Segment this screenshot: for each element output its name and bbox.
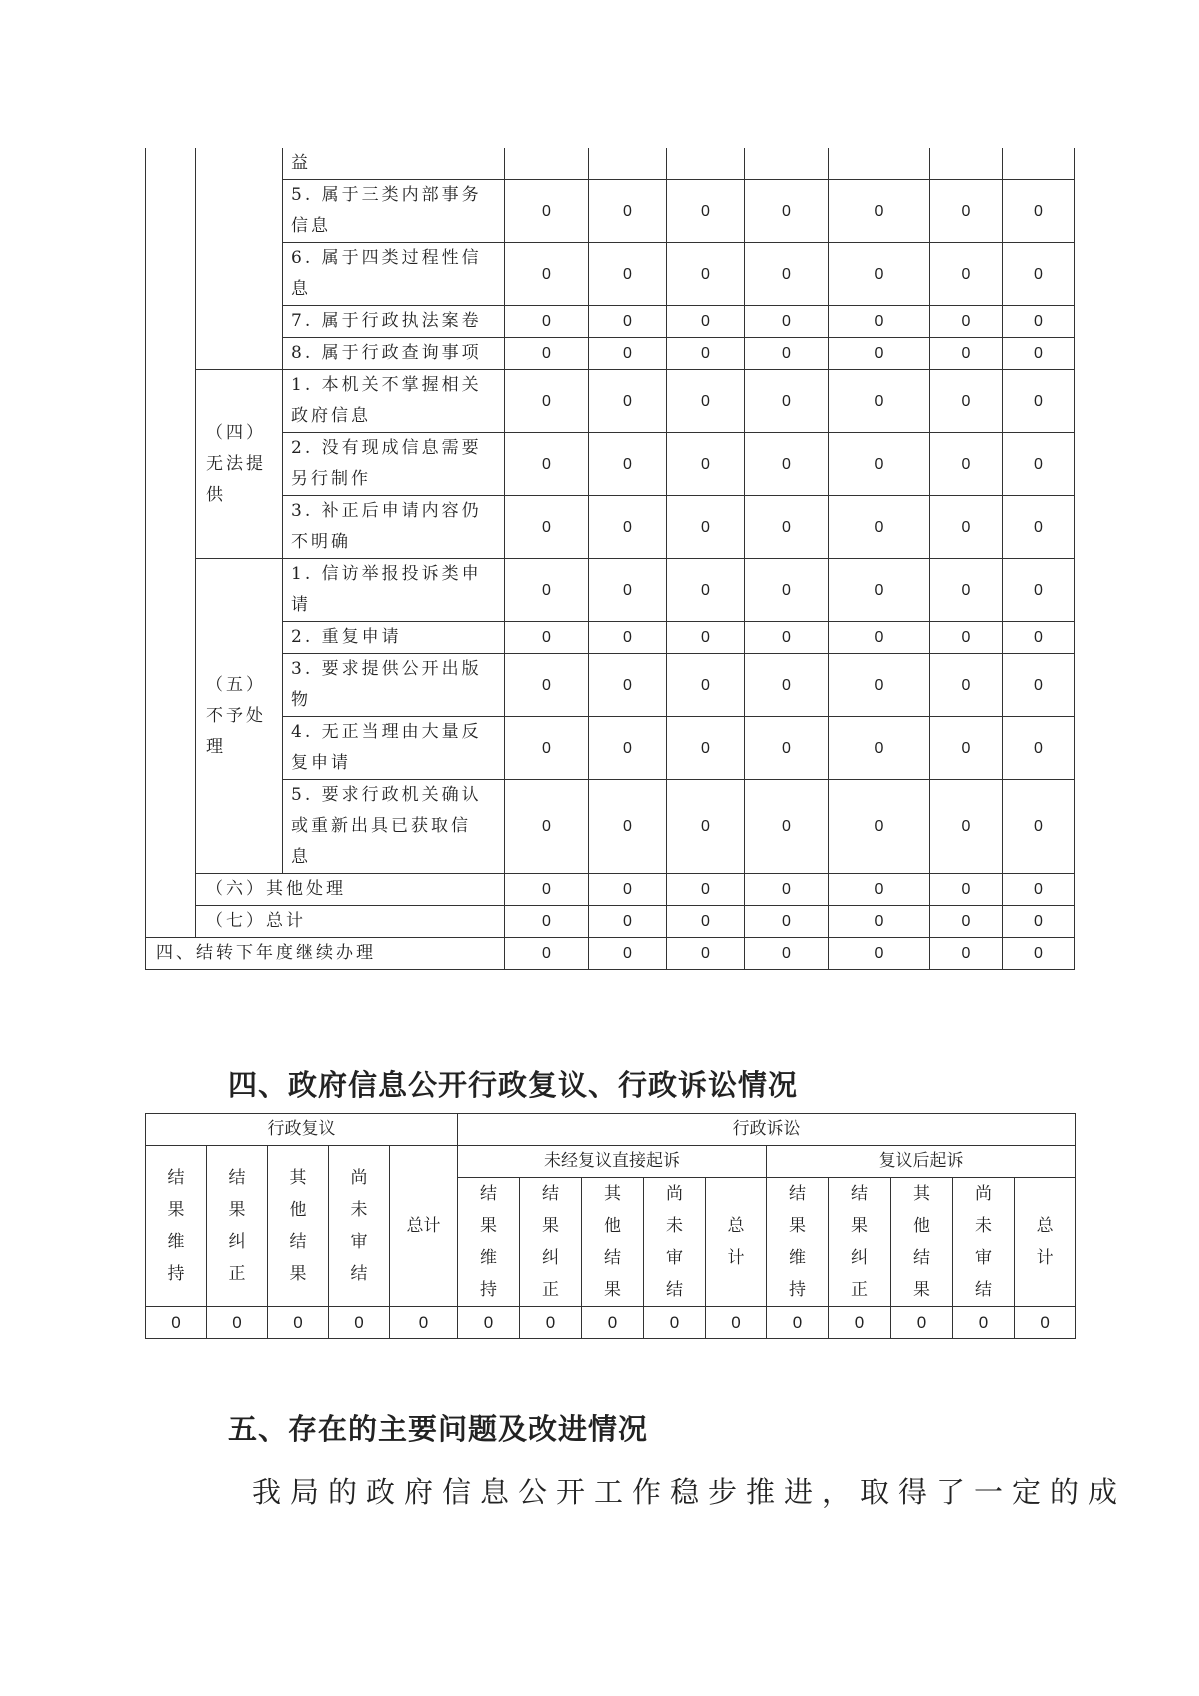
value-cell: 0 <box>589 338 667 370</box>
value-cell: 0 <box>505 654 589 717</box>
value-cell: 0 <box>505 938 589 970</box>
row-label: 5. 要求行政机关确认或重新出具已获取信息 <box>283 780 505 874</box>
value-cell: 0 <box>268 1307 329 1339</box>
value-cell: 0 <box>207 1307 268 1339</box>
value-cell: 0 <box>644 1307 706 1339</box>
value-cell: 0 <box>829 1307 891 1339</box>
value-cell: 0 <box>667 243 745 306</box>
value-cell: 0 <box>745 780 829 874</box>
value-cell: 0 <box>745 243 829 306</box>
row-label: 3. 要求提供公开出版物 <box>283 654 505 717</box>
value-cell: 0 <box>930 938 1003 970</box>
row-label: 6. 属于四类过程性信息 <box>283 243 505 306</box>
section-4-title: 四、政府信息公开行政复议、行政诉讼情况 <box>228 1068 799 1102</box>
value-cell: 0 <box>930 559 1003 622</box>
value-cell: 0 <box>1003 306 1075 338</box>
value-cell: 0 <box>589 180 667 243</box>
group-label: （五）不予处理 <box>196 559 283 874</box>
value-cell: 0 <box>505 622 589 654</box>
value-cell: 0 <box>520 1307 582 1339</box>
value-cell: 0 <box>667 559 745 622</box>
value-cell: 0 <box>667 938 745 970</box>
value-cell: 0 <box>829 433 930 496</box>
row-label: 1. 本机关不掌握相关政府信息 <box>283 370 505 433</box>
value-cell: 0 <box>505 433 589 496</box>
value-cell: 0 <box>667 180 745 243</box>
value-cell: 0 <box>745 559 829 622</box>
value-cell: 0 <box>1003 938 1075 970</box>
value-cell: 0 <box>589 906 667 938</box>
value-cell: 0 <box>1003 780 1075 874</box>
review-header: 行政复议 <box>146 1114 458 1146</box>
litigation-col-header: 结果维持 <box>767 1178 829 1307</box>
review-litigation-table <box>145 1113 1076 1339</box>
value-cell: 0 <box>930 654 1003 717</box>
value-cell: 0 <box>589 622 667 654</box>
value-cell: 0 <box>930 874 1003 906</box>
value-cell: 0 <box>589 654 667 717</box>
value-cell: 0 <box>930 306 1003 338</box>
litigation-col-header: 其他结果 <box>582 1178 644 1307</box>
litigation-col-header: 总计 <box>706 1178 767 1307</box>
value-cell: 0 <box>505 338 589 370</box>
value-cell: 0 <box>667 433 745 496</box>
table-row <box>146 780 1075 874</box>
value-cell: 0 <box>829 780 930 874</box>
table-row <box>146 180 1075 243</box>
value-cell: 0 <box>745 433 829 496</box>
value-cell: 0 <box>829 243 930 306</box>
litigation-col-header: 尚未审结 <box>644 1178 706 1307</box>
value-cell: 0 <box>589 243 667 306</box>
value-cell: 0 <box>667 306 745 338</box>
group-label: （四）无法提供 <box>196 370 283 559</box>
value-cell <box>745 148 829 180</box>
litigation-col-header: 总计 <box>1015 1178 1076 1307</box>
value-cell: 0 <box>745 622 829 654</box>
value-cell: 0 <box>667 496 745 559</box>
value-cell: 0 <box>1003 717 1075 780</box>
value-cell: 0 <box>930 338 1003 370</box>
value-cell: 0 <box>829 938 930 970</box>
value-cell: 0 <box>505 717 589 780</box>
value-cell <box>1003 148 1075 180</box>
value-cell: 0 <box>745 717 829 780</box>
table-row <box>146 370 1075 433</box>
review-col-header: 结果纠正 <box>207 1146 268 1307</box>
table-row <box>146 938 1075 970</box>
row-label: 3. 补正后申请内容仍不明确 <box>283 496 505 559</box>
value-cell: 0 <box>745 306 829 338</box>
value-cell: 0 <box>505 874 589 906</box>
value-cell: 0 <box>1003 433 1075 496</box>
value-cell: 0 <box>667 622 745 654</box>
value-cell: 0 <box>829 654 930 717</box>
value-cell: 0 <box>930 906 1003 938</box>
value-cell: 0 <box>1003 243 1075 306</box>
value-cell: 0 <box>829 622 930 654</box>
value-cell: 0 <box>1003 370 1075 433</box>
value-cell: 0 <box>667 780 745 874</box>
litigation-col-header: 尚未审结 <box>953 1178 1015 1307</box>
row-label: 4. 无正当理由大量反复申请 <box>283 717 505 780</box>
value-cell: 0 <box>829 338 930 370</box>
value-cell: 0 <box>505 906 589 938</box>
value-cell: 0 <box>745 338 829 370</box>
value-cell: 0 <box>1003 180 1075 243</box>
value-cell: 0 <box>1003 622 1075 654</box>
row-label: 2. 重复申请 <box>283 622 505 654</box>
value-cell: 0 <box>767 1307 829 1339</box>
value-cell: 0 <box>891 1307 953 1339</box>
value-cell: 0 <box>930 622 1003 654</box>
value-cell: 0 <box>930 433 1003 496</box>
review-col-header: 尚未审结 <box>329 1146 390 1307</box>
value-cell: 0 <box>505 496 589 559</box>
value-cell: 0 <box>829 306 930 338</box>
table-row <box>146 906 1075 938</box>
value-cell: 0 <box>146 1307 207 1339</box>
value-cell: 0 <box>667 717 745 780</box>
value-cell: 0 <box>505 370 589 433</box>
row-label: 益 <box>283 148 505 180</box>
value-cell: 0 <box>589 874 667 906</box>
value-cell: 0 <box>930 370 1003 433</box>
litigation-col-header: 结果维持 <box>458 1178 520 1307</box>
value-cell: 0 <box>505 243 589 306</box>
value-cell: 0 <box>589 780 667 874</box>
value-cell: 0 <box>329 1307 390 1339</box>
row-label: （六）其他处理 <box>196 874 505 906</box>
value-cell: 0 <box>745 906 829 938</box>
value-cell: 0 <box>667 370 745 433</box>
litigation-col-header: 结果纠正 <box>829 1178 891 1307</box>
table-row <box>146 622 1075 654</box>
value-cell: 0 <box>505 559 589 622</box>
litigation-col-header: 其他结果 <box>891 1178 953 1307</box>
value-cell: 0 <box>667 654 745 717</box>
table-row <box>146 306 1075 338</box>
value-cell: 0 <box>930 496 1003 559</box>
value-cell: 0 <box>505 780 589 874</box>
row-label: 四、结转下年度继续办理 <box>146 938 505 970</box>
table-row <box>146 874 1075 906</box>
review-col-header: 结果维持 <box>146 1146 207 1307</box>
row-label: 5. 属于三类内部事务信息 <box>283 180 505 243</box>
value-cell <box>505 148 589 180</box>
row-label: （七）总计 <box>196 906 505 938</box>
value-cell: 0 <box>589 938 667 970</box>
value-cell: 0 <box>589 496 667 559</box>
value-cell: 0 <box>745 874 829 906</box>
value-cell <box>829 148 930 180</box>
table-row <box>146 559 1075 622</box>
value-cell: 0 <box>829 906 930 938</box>
value-cell <box>930 148 1003 180</box>
value-cell: 0 <box>505 180 589 243</box>
application-handling-table <box>145 148 1075 970</box>
value-cell: 0 <box>589 559 667 622</box>
value-cell <box>667 148 745 180</box>
table-row <box>146 148 1075 180</box>
value-cell: 0 <box>1003 874 1075 906</box>
table-row <box>146 717 1075 780</box>
value-cell: 0 <box>1003 654 1075 717</box>
value-cell: 0 <box>953 1307 1015 1339</box>
section-5-title: 五、存在的主要问题及改进情况 <box>228 1412 649 1446</box>
row-label: 8. 属于行政查询事项 <box>283 338 505 370</box>
table-row <box>146 654 1075 717</box>
value-cell: 0 <box>829 180 930 243</box>
value-cell: 0 <box>667 874 745 906</box>
value-cell: 0 <box>829 370 930 433</box>
value-cell: 0 <box>745 180 829 243</box>
direct-suit-header: 未经复议直接起诉 <box>458 1146 767 1178</box>
value-cell: 0 <box>930 243 1003 306</box>
value-cell: 0 <box>1003 559 1075 622</box>
value-cell: 0 <box>667 338 745 370</box>
value-cell: 0 <box>930 717 1003 780</box>
value-cell: 0 <box>505 306 589 338</box>
value-cell: 0 <box>829 496 930 559</box>
value-cell: 0 <box>745 370 829 433</box>
litigation-header: 行政诉讼 <box>458 1114 1076 1146</box>
value-cell: 0 <box>1003 338 1075 370</box>
value-cell: 0 <box>458 1307 520 1339</box>
value-cell: 0 <box>589 370 667 433</box>
value-cell: 0 <box>589 717 667 780</box>
value-cell: 0 <box>1003 906 1075 938</box>
value-cell: 0 <box>829 717 930 780</box>
value-cell: 0 <box>930 780 1003 874</box>
value-cell: 0 <box>667 906 745 938</box>
litigation-col-header: 结果纠正 <box>520 1178 582 1307</box>
table-row <box>146 496 1075 559</box>
value-cell: 0 <box>1003 496 1075 559</box>
row-label: 1. 信访举报投诉类申请 <box>283 559 505 622</box>
table-row <box>146 433 1075 496</box>
value-cell: 0 <box>745 938 829 970</box>
after-review-suit-header: 复议后起诉 <box>767 1146 1076 1178</box>
review-col-header: 其他结果 <box>268 1146 329 1307</box>
value-cell: 0 <box>930 180 1003 243</box>
value-cell: 0 <box>1015 1307 1076 1339</box>
value-cell: 0 <box>582 1307 644 1339</box>
value-cell: 0 <box>589 433 667 496</box>
value-cell: 0 <box>745 654 829 717</box>
table-row <box>146 243 1075 306</box>
row-label: 2. 没有现成信息需要另行制作 <box>283 433 505 496</box>
body-paragraph: 我局的政府信息公开工作稳步推进，取得了一定的成 <box>252 1475 1127 1509</box>
value-cell: 0 <box>829 874 930 906</box>
table-row <box>146 338 1075 370</box>
review-col-header: 总计 <box>390 1146 458 1307</box>
value-cell: 0 <box>745 496 829 559</box>
row-label: 7. 属于行政执法案卷 <box>283 306 505 338</box>
value-cell: 0 <box>829 559 930 622</box>
value-cell <box>589 148 667 180</box>
value-cell: 0 <box>390 1307 458 1339</box>
value-cell: 0 <box>706 1307 767 1339</box>
value-cell: 0 <box>589 306 667 338</box>
